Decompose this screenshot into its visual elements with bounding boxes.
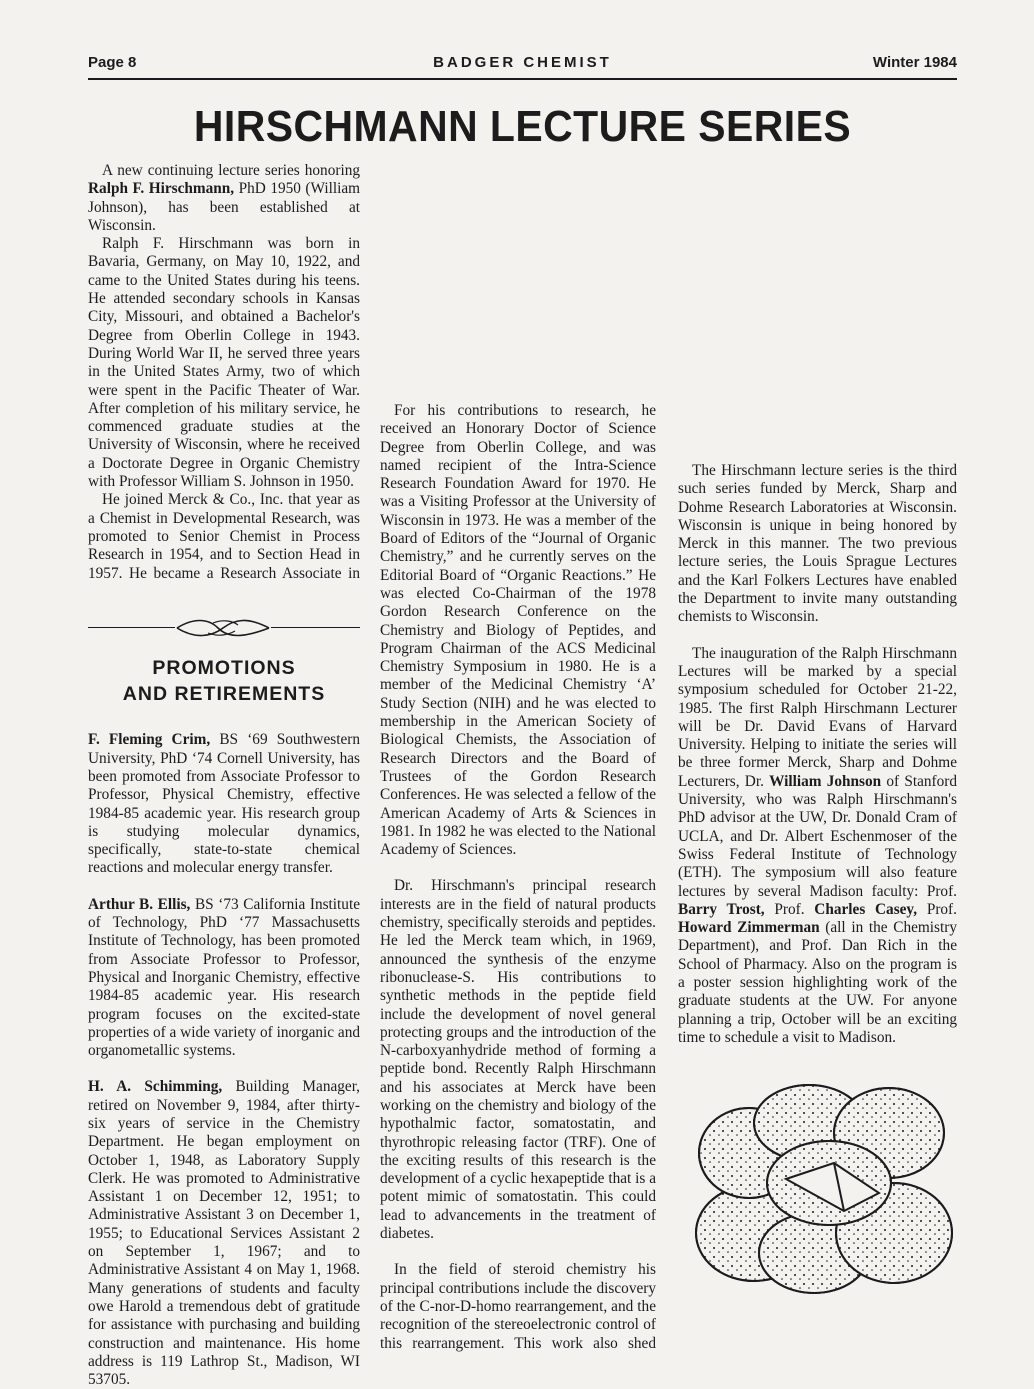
- inauguration-text: Prof.: [774, 900, 805, 918]
- person-name: Arthur B. Ellis,: [88, 895, 191, 913]
- article-paragraph-career: He joined Merck & Co., Inc. that year as a Chemist in Developmental Research, was promoted to Senior Chemist in Process Research in 1954, and to Section Head in 1957. He became a Research Associate in: [88, 491, 360, 582]
- lecturer-name-johnson: William Johnson: [769, 772, 882, 790]
- page-number: Page 8: [88, 54, 137, 71]
- column-3: [678, 162, 957, 1047]
- promotion-entry-ellis: [88, 896, 360, 1061]
- header-rule: [88, 78, 957, 80]
- article-paragraph-inauguration: [678, 645, 957, 1048]
- entry-text: Building Manager, retired on November 9, 1984, after thirty-six years of service in the Chemistry Department. He began employment on October 1, 1948, as Laboratory Supply Clerk. He was promoted to Administrative Assistant 1 on December 12, 1951; to Administrative Assistant 3 on December 1, 1955; to Educational Services Assistant 2 on September 1, 1967; and to Administrative Assistant 4 on May 1, 1968. Many generations of students and faculty owe Harold a tremendous debt of gratitude for assistance with purchasing and building construction and maintenance. His home address is 119 Lathrop St., Madison, WI 53705.: [88, 1078, 361, 1389]
- inauguration-text: The inauguration of the Ralph Hirschmann Lectures will be marked by a special symposium scheduled for October 21-22, 1985. The first Ralph Hirschmann Lecturer will be Dr. David Evans of Harvard University. Helping to initiate the series will be three former Merck, Sharp and Dohme Lecturers, Dr.: [678, 644, 957, 790]
- promotion-entry-crim: [88, 731, 360, 877]
- intro-text: A new continuing lecture series honoring: [102, 162, 360, 179]
- faculty-name-casey: Charles Casey,: [814, 900, 918, 918]
- promotions-heading-line-2: AND RETIREMENTS: [122, 683, 326, 706]
- article-paragraph-intro: [88, 162, 360, 235]
- inauguration-text: Prof.: [926, 900, 957, 918]
- person-name: H. A. Schimming,: [88, 1078, 223, 1096]
- intro-rest: PhD 1950 (William Johnson), has been established at Wisconsin.: [88, 180, 361, 234]
- article-paragraph-series: The Hirschmann lecture series is the third such series funded by Merck, Sharp and Dohme Research Laboratories at Wisconsin. Wisconsin is unique in being honored by Merck in this manner. The two previous lecture series, the Louis Sprague Lectures and the Karl Folkers Lectures have enabled the Department to invite many outstanding chemists to Wisconsin.: [678, 462, 957, 626]
- issue-date: Winter 1984: [872, 54, 957, 71]
- inauguration-text: (all in the Chemistry Department), and Prof. Dan Rich in the School of Pharmacy. Also on the program is a poster session highlighting work of the graduate students at the UW. For anyone planning a trip, October will be an exciting time to schedule a visit to Madison.: [678, 919, 957, 1046]
- honoree-name: Ralph F. Hirschmann,: [88, 180, 235, 198]
- column-2: [380, 162, 656, 1353]
- retirement-entry-schimming: [88, 1078, 360, 1389]
- column-1: [88, 162, 360, 1389]
- person-name: F. Fleming Crim,: [88, 731, 211, 749]
- page-header: [88, 54, 957, 80]
- article-title: HIRSCHMANN LECTURE SERIES: [193, 102, 852, 151]
- faculty-name-zimmerman: Howard Zimmerman: [678, 919, 820, 937]
- article-paragraph-honors: For his contributions to research, he received an Honorary Doctor of Science Degree from Oberlin College, and was named recipient of the Intra-Science Research Foundation Award for 1970. He was a Visiting Professor at the University of Wisconsin in 1973. He was a member of the Board of Editors of the “Journal of Organic Chemistry,” and he currently serves on the Editorial Board of “Organic Reactions.” He was elected Co-Chairman of the 1978 Gordon Research Conference on the Chemistry and Biology of Peptides, and Program Chairman of the ACS Medicinal Chemistry Symposium in 1980. He is a member of the Medicinal Chemistry ‘A’ Study Section (NIH) and he was elected to membership in the American Society of Biological Chemists, the Association of Research Directors and the Board of Trustees of the Gordon Research Conferences. He was selected a fellow of the American Academy of Arts & Sciences in 1981. In 1982 he was elected to the National Academy of Sciences.: [380, 402, 656, 859]
- molecule-model-illustration: [694, 1083, 956, 1295]
- faculty-name-trost: Barry Trost,: [678, 900, 765, 918]
- article-paragraph-research: Dr. Hirschmann's principal research interests are in the field of natural products chemistry, specifically steroids and peptides. He led the Merck team which, in 1969, announced the synthesis of the enzyme ribonuclease-S. His contributions to synthetic methods in the peptide field include the development of novel general protecting groups and the introduction of the N-carboxyanhydride method of forming a peptide bond. Recently Ralph Hirschmann and his associates at Merck have been working on the chemistry and biology of the hypothalmic factor, somatostatin, and thyrothropic releasing factor (TRF). One of the exciting results of this research is the development of a cyclic hexapeptide that is a potent mimic of somatostatin. This could lead to advancements in the treatment of diabetes.: [380, 877, 656, 1243]
- promotions-heading: [88, 655, 360, 707]
- section-divider: [88, 613, 360, 643]
- publication-name: BADGER CHEMIST: [433, 54, 612, 71]
- article-paragraph-steroids: In the field of steroid chemistry his principal contributions include the discovery of the C-nor-D-homo rearrangement, and the recognition of the stereoelectronic control of this rearrangement. This work also shed: [380, 1261, 656, 1352]
- entry-text: BS ‘69 Southwestern University, PhD ‘74 Cornell University, has been promoted from Associate Professor to Professor, Physical Chemistry, effective 1984-85 academic year. His research group is studying molecular dynamics, specifically, state-to-state chemical reactions and molecular energy transfer.: [88, 731, 360, 877]
- article-paragraph-bio: Ralph F. Hirschmann was born in Bavaria, Germany, on May 10, 1922, and came to the United States during his teens. He attended secondary schools in Kansas City, Missouri, and obtained a Bachelor's Degree from Oberlin College in 1943. During World War II, he served three years in the United States Army, two of which were spent in the Pacific Theater of War. After completion of his military service, he commenced graduate studies at the University of Wisconsin, where he received a Doctorate Degree in Organic Chemistry with Professor William S. Johnson in 1950.: [88, 235, 360, 491]
- flourish-ornament: [173, 613, 273, 643]
- inauguration-text: of Stanford University, who was Ralph Hirschmann's PhD advisor at the UW, Dr. Donald Cram of UCLA, and Dr. Albert Eschenmoser of the Swiss Federal Institute of Technology (ETH). The symposium will also feature lectures by several Madison faculty: Prof.: [678, 772, 958, 900]
- entry-text: BS ‘73 California Institute of Technology, PhD ‘77 Massachusetts Institute of Technology, has been promoted from Associate Professor to Professor, Physical and Inorganic Chemistry, effective 1984-85 academic year. His research program focuses on the excited-state properties of a wide variety of inorganic and organometallic systems.: [88, 895, 360, 1060]
- promotions-heading-line-1: PROMOTIONS: [152, 657, 296, 680]
